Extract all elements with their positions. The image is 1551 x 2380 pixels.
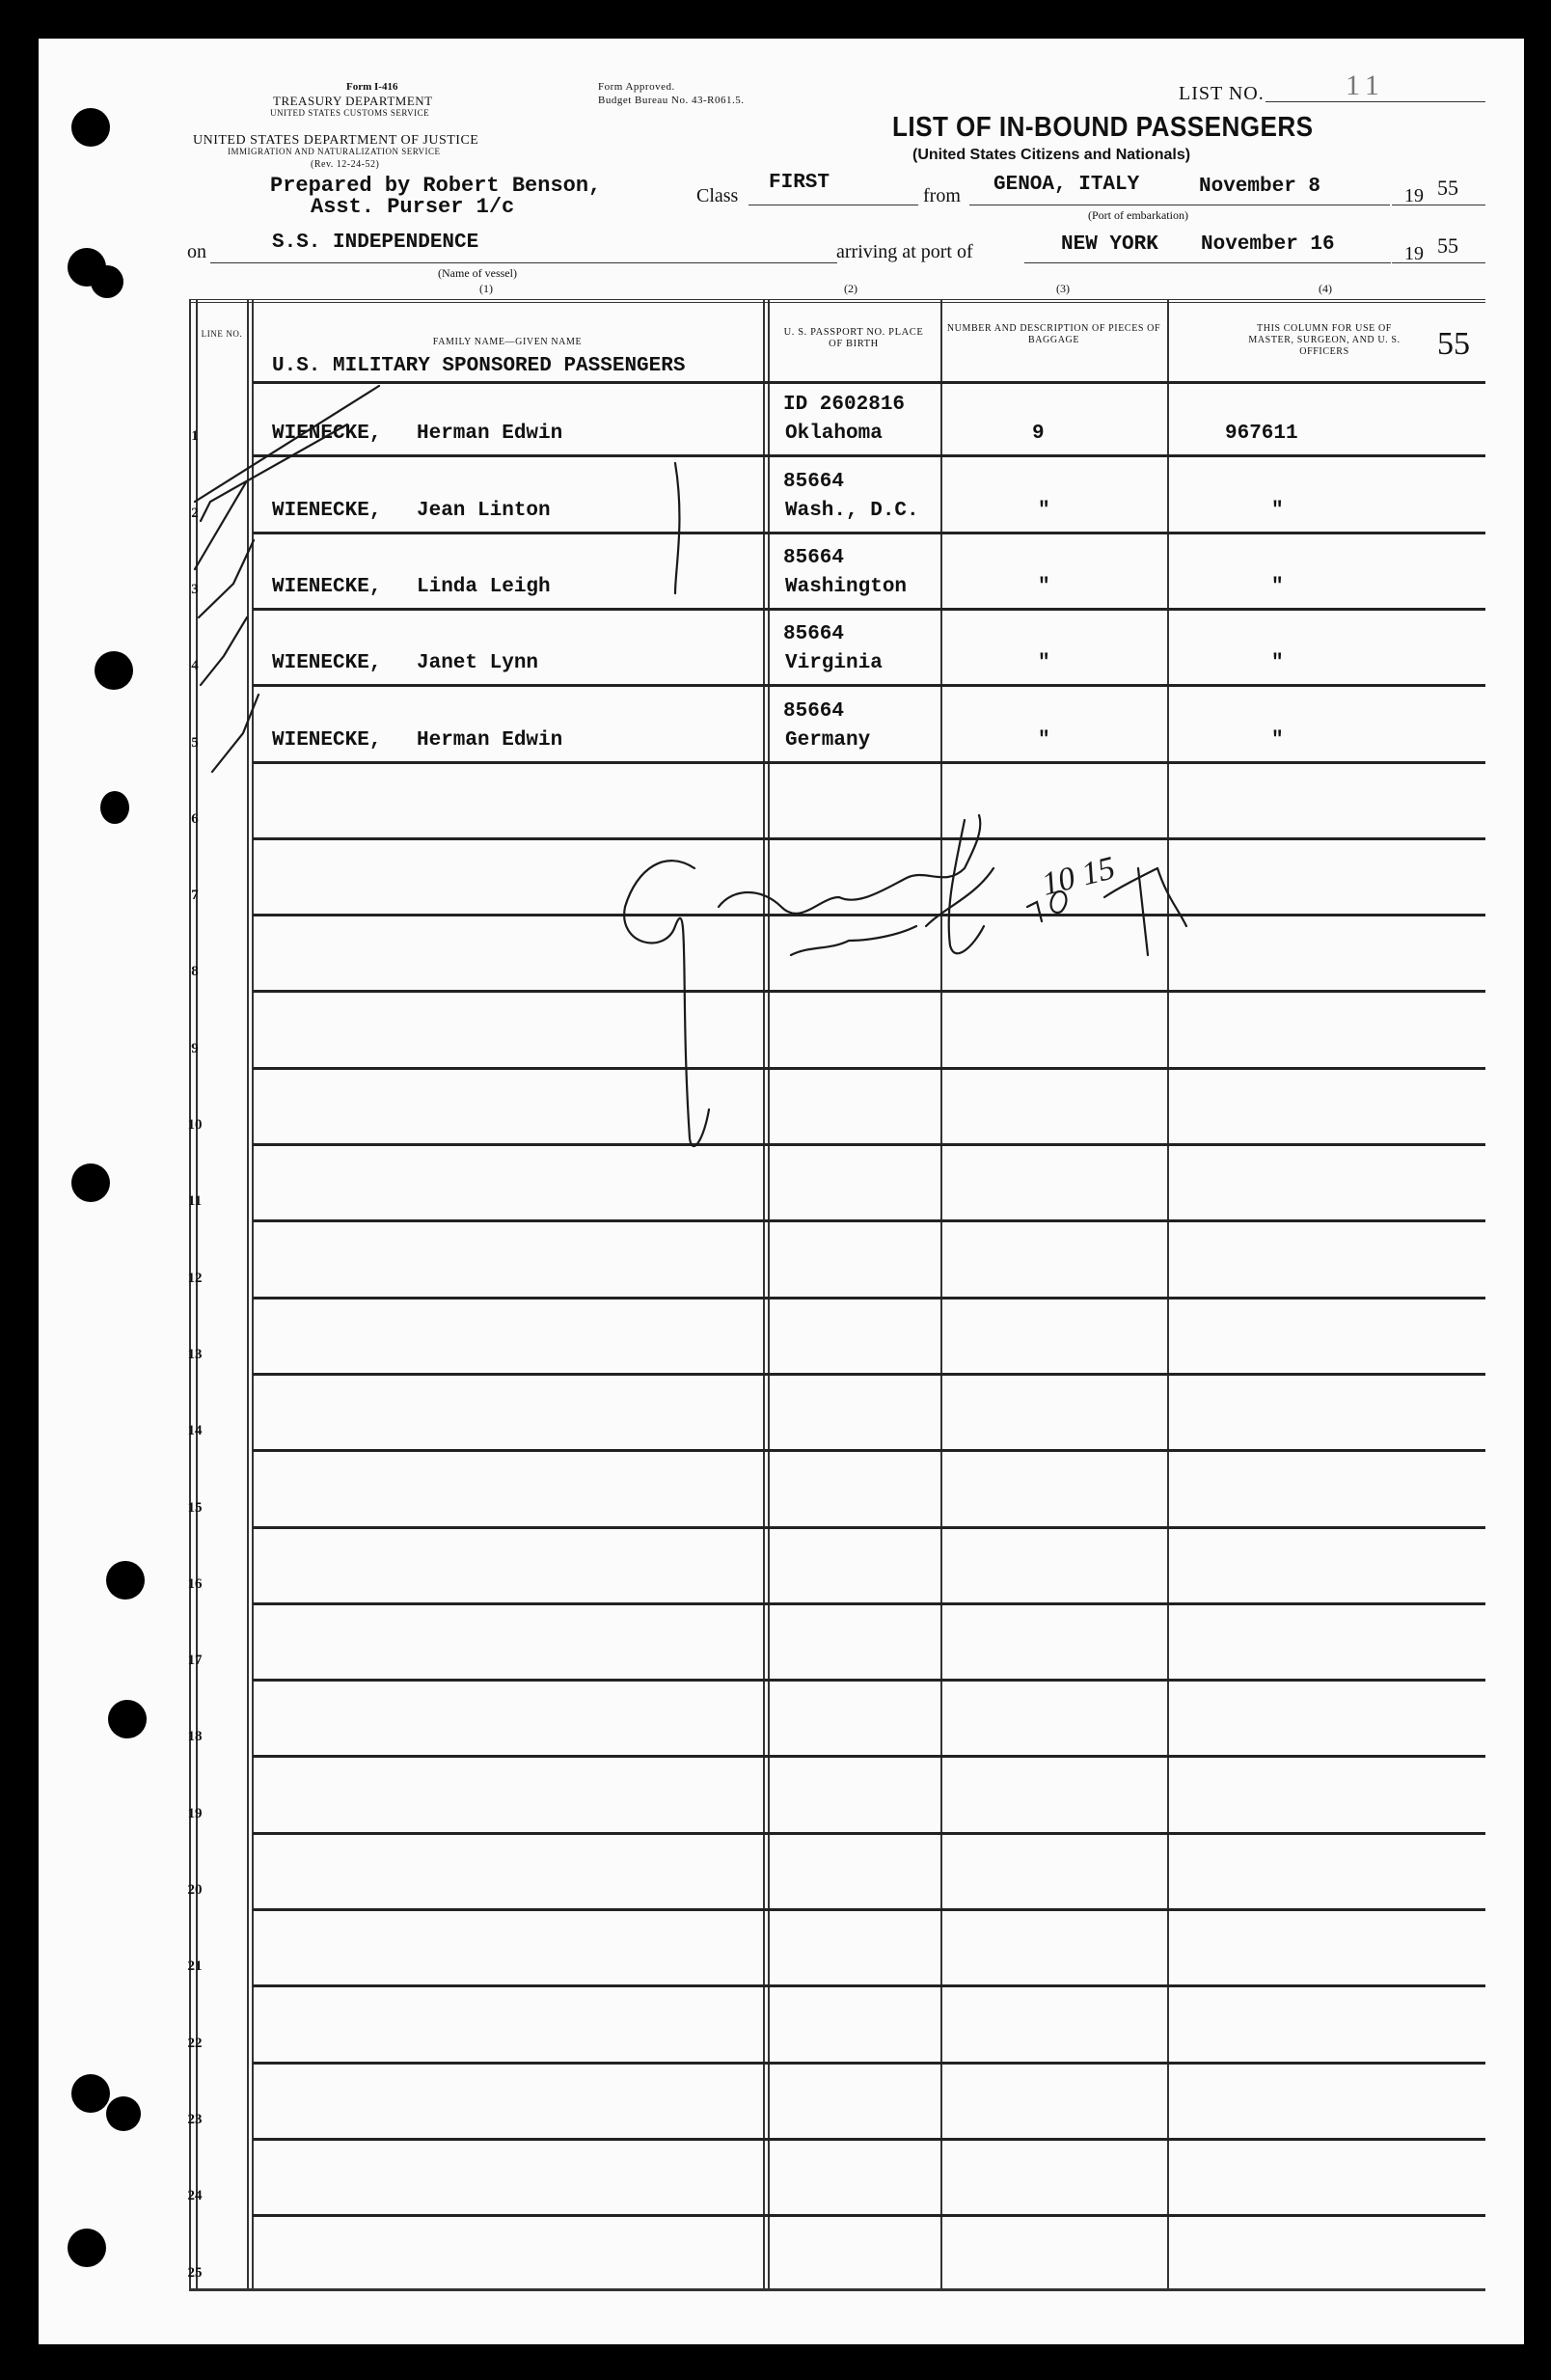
on-label: on (187, 241, 206, 262)
arrival-date: November 16 (1201, 233, 1335, 256)
justice-department: UNITED STATES DEPARTMENT OF JUSTICE (193, 133, 479, 148)
passenger-given-name: Linda Leigh (417, 575, 551, 598)
passenger-family-name: WIENECKE, (272, 652, 382, 675)
line-number: 16 (187, 1575, 203, 1592)
form-number: Form I-416 (346, 81, 398, 93)
line-number: 23 (187, 2111, 203, 2127)
column-line-no: LINE NO. (201, 329, 243, 339)
passenger-family-name: WIENECKE, (272, 499, 382, 522)
line-number: 6 (191, 810, 199, 827)
line-number: 9 (191, 1040, 199, 1056)
baggage-count: " (1038, 652, 1050, 675)
page-number: 55 (1437, 326, 1470, 362)
line-number: 7 (191, 888, 199, 904)
col-number-1: (1) (479, 282, 493, 295)
passport-number: 85664 (783, 546, 845, 569)
baggage-count: " (1038, 575, 1050, 598)
class-value: FIRST (769, 172, 830, 194)
column-name: FAMILY NAME—GIVEN NAME (432, 337, 583, 347)
officer-note: " (1271, 575, 1284, 598)
arrival-port: NEW YORK (1061, 233, 1158, 256)
list-no-value: 11 (1346, 69, 1385, 101)
from-label: from (923, 185, 961, 206)
passenger-given-name: Jean Linton (417, 499, 551, 522)
line-number: 25 (187, 2264, 203, 2281)
officer-note: 967611 (1225, 423, 1298, 446)
line-number: 1 (191, 428, 199, 445)
embarkation-date: November 8 (1199, 176, 1321, 198)
budget-bureau: Budget Bureau No. 43-R061.5. (598, 95, 745, 106)
officer-note: " (1271, 499, 1284, 522)
passenger-given-name: Janet Lynn (417, 652, 539, 675)
officer-note: " (1271, 728, 1284, 752)
treasury-department: TREASURY DEPARTMENT (273, 94, 433, 108)
customs-service: UNITED STATES CUSTOMS SERVICE (270, 108, 430, 118)
line-number: 17 (187, 1653, 203, 1669)
handwritten-note: 10 15 (1038, 850, 1119, 903)
col-number-4: (4) (1319, 282, 1332, 295)
line-number: 21 (187, 1958, 203, 1975)
column-passport: U. S. PASSPORT NO. PLACE OF BIRTH (783, 327, 924, 349)
passenger-given-name: Herman Edwin (417, 728, 563, 752)
place-of-birth: Washington (785, 575, 908, 598)
passport-number: 85664 (783, 699, 845, 723)
embarkation-port: GENOA, ITALY (993, 174, 1140, 196)
form-approved: Form Approved. (598, 81, 675, 93)
form-revision: (Rev. 12-24-52) (311, 159, 380, 170)
line-number: 15 (187, 1499, 203, 1516)
line-number: 19 (187, 1805, 203, 1821)
passenger-family-name: WIENECKE, (272, 423, 382, 446)
arriving-label: arriving at port of (836, 241, 973, 262)
port-embarkation-caption: (Port of embarkation) (1088, 208, 1188, 222)
line-number: 11 (187, 1193, 203, 1210)
line-number: 4 (191, 658, 199, 674)
line-number: 3 (191, 581, 199, 597)
passenger-family-name: WIENECKE, (272, 575, 382, 598)
officer-note: " (1271, 652, 1284, 675)
place-of-birth: Oklahoma (785, 423, 883, 446)
prepared-title: Asst. Purser 1/c (311, 195, 515, 219)
page-title: LIST OF IN-BOUND PASSENGERS (892, 112, 1314, 143)
immigration-service: IMMIGRATION AND NATURALIZATION SERVICE (228, 147, 441, 156)
place-of-birth: Germany (785, 728, 871, 752)
line-number: 18 (187, 1729, 203, 1745)
line-number: 22 (187, 2035, 203, 2051)
col-number-2: (2) (844, 282, 857, 295)
group-label: U.S. MILITARY SPONSORED PASSENGERS (272, 355, 686, 377)
baggage-count: " (1038, 499, 1050, 522)
line-number: 12 (187, 1270, 203, 1286)
vessel-name: S.S. INDEPENDENCE (272, 232, 479, 254)
passport-number: ID 2602816 (783, 394, 906, 417)
column-officers: THIS COLUMN FOR USE OF MASTER, SURGEON, AND U. S. OFFICERS (1248, 323, 1401, 357)
list-no-label: LIST NO. (1179, 83, 1265, 104)
line-number: 13 (187, 1346, 203, 1362)
year-value: 55 (1437, 233, 1458, 258)
line-number: 5 (191, 734, 199, 751)
passport-number: 85664 (783, 623, 845, 646)
page-subtitle: (United States Citizens and Nationals) (912, 147, 1191, 163)
place-of-birth: Wash., D.C. (785, 499, 919, 522)
column-baggage: NUMBER AND DESCRIPTION OF PIECES OF BAGGAGE (946, 323, 1161, 345)
baggage-count: 9 (1032, 423, 1045, 446)
line-number: 10 (187, 1117, 203, 1133)
line-number: 2 (191, 505, 199, 521)
col-number-3: (3) (1056, 282, 1070, 295)
passport-number: 85664 (783, 470, 845, 493)
line-number: 8 (191, 964, 199, 980)
line-number: 24 (187, 2188, 203, 2204)
line-number: 20 (187, 1882, 203, 1898)
year-value: 55 (1437, 176, 1458, 200)
passenger-given-name: Herman Edwin (417, 423, 563, 446)
baggage-count: " (1038, 728, 1050, 752)
passenger-family-name: WIENECKE, (272, 728, 382, 752)
year-prefix: 19 (1404, 185, 1424, 206)
year-prefix: 19 (1404, 243, 1424, 264)
class-label: Class (696, 185, 739, 206)
line-number: 14 (187, 1423, 203, 1439)
place-of-birth: Virginia (785, 652, 883, 675)
prepared-by: Prepared by Robert Benson, (270, 174, 602, 198)
vessel-caption: (Name of vessel) (438, 266, 517, 280)
